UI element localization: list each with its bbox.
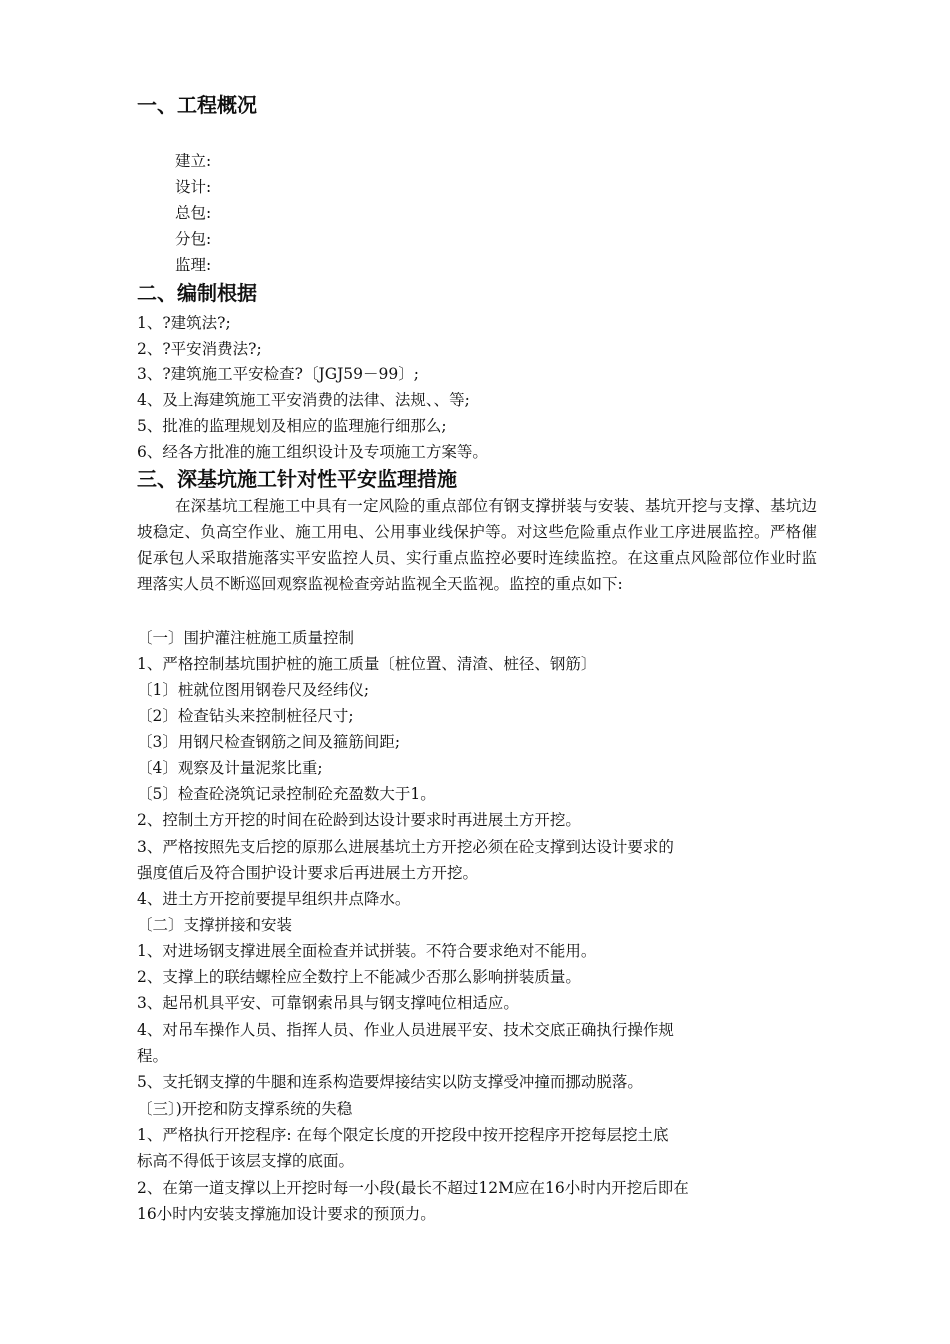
- list-item-continued: 强度值后及符合围护设计要求后再进展土方开挖。: [137, 864, 479, 882]
- basis-item: 3、?建筑施工平安检查?〔JGJ59－99〕;: [137, 365, 419, 383]
- list-item: 3、起吊机具平安、可靠钢索吊具与钢支撑吨位相适应。: [137, 994, 519, 1012]
- list-item: 1、对进场钢支撑进展全面检查并试拼装。不符合要求绝对不能用。: [137, 942, 597, 960]
- subsection-title-excavation: 〔三〕)开挖和防支撑系统的失稳: [137, 1100, 353, 1118]
- list-item-continued: 16小时内安装支撑施加设计要求的预顶力。: [137, 1205, 436, 1223]
- list-item: 1、严格执行开挖程序: 在每个限定长度的开挖段中按开挖程序开挖每层挖土底: [137, 1126, 669, 1144]
- basis-item: 5、批准的监理规划及相应的监理施行细那么;: [137, 417, 447, 435]
- field-subcontractor: 分包:: [175, 230, 212, 248]
- section-heading-measures: 三、深基坑施工针对性平安监理措施: [137, 467, 457, 491]
- list-item: 3、严格按照先支后挖的原那么进展基坑土方开挖必须在砼支撑到达设计要求的: [137, 838, 674, 856]
- list-item: 2、控制土方开挖的时间在砼龄到达设计要求时再进展土方开挖。: [137, 811, 581, 829]
- list-item-continued: 标高不得低于该层支撑的底面。: [137, 1152, 355, 1170]
- list-item: 1、严格控制基坑围护桩的施工质量〔桩位置、清渣、桩径、钢筋〕: [137, 655, 597, 673]
- check-point: 〔5〕检查砼浇筑记录控制砼充盈数大于1。: [137, 785, 436, 803]
- field-design: 设计:: [175, 178, 212, 196]
- field-general-contractor: 总包:: [175, 204, 212, 222]
- field-supervision: 监理:: [175, 256, 212, 274]
- check-point: 〔3〕用钢尺检查钢筋之间及箍筋间距;: [137, 733, 401, 751]
- intro-paragraph: 在深基坑工程施工中具有一定风险的重点部位有钢支撑拼装与安装、基坑开挖与支撑、基坑边坡稳定、负高空作业、施工用电、公用事业线保护等。对这些危险重点作业工序进展监控。严格催促承包人采取措施落实平安监控人员、实行重点监控必要时连续监控。在这重点风险部位作业时监理落实人员不断巡回观察监视检查旁站监视全天监视。监控的重点如下:: [137, 497, 817, 593]
- list-item: 4、对吊车操作人员、指挥人员、作业人员进展平安、技术交底正确执行操作规: [137, 1021, 674, 1039]
- list-item: 4、进土方开挖前要提早组织井点降水。: [137, 890, 411, 908]
- subsection-title-piles: 〔一〕围护灌注桩施工质量控制: [137, 629, 355, 647]
- check-point: 〔4〕观察及计量泥浆比重;: [137, 759, 323, 777]
- subsection-title-bracing: 〔二〕支撑拼接和安装: [137, 916, 293, 934]
- field-construction: 建立:: [175, 152, 212, 170]
- section-heading-overview: 一、工程概况: [137, 93, 257, 117]
- check-point: 〔2〕检查钻头来控制桩径尺寸;: [137, 707, 354, 725]
- list-item-continued: 程。: [137, 1047, 169, 1065]
- basis-item: 1、?建筑法?;: [137, 314, 231, 332]
- list-item: 2、在第一道支撑以上开挖时每一小段(最长不超过12M应在16小时内开挖后即在: [137, 1179, 689, 1197]
- basis-item: 2、?平安消费法?;: [137, 340, 262, 358]
- basis-item: 4、及上海建筑施工平安消费的法律、法规、、等;: [137, 391, 470, 409]
- list-item: 5、支托钢支撑的牛腿和连系构造要焊接结实以防支撑受冲撞而挪动脱落。: [137, 1073, 643, 1091]
- basis-item: 6、经各方批准的施工组织设计及专项施工方案等。: [137, 443, 488, 461]
- list-item: 2、支撑上的联结螺栓应全数拧上不能减少否那么影响拼装质量。: [137, 968, 581, 986]
- section-heading-basis: 二、编制根据: [137, 281, 257, 305]
- check-point: 〔1〕桩就位图用钢卷尺及经纬仪;: [137, 681, 370, 699]
